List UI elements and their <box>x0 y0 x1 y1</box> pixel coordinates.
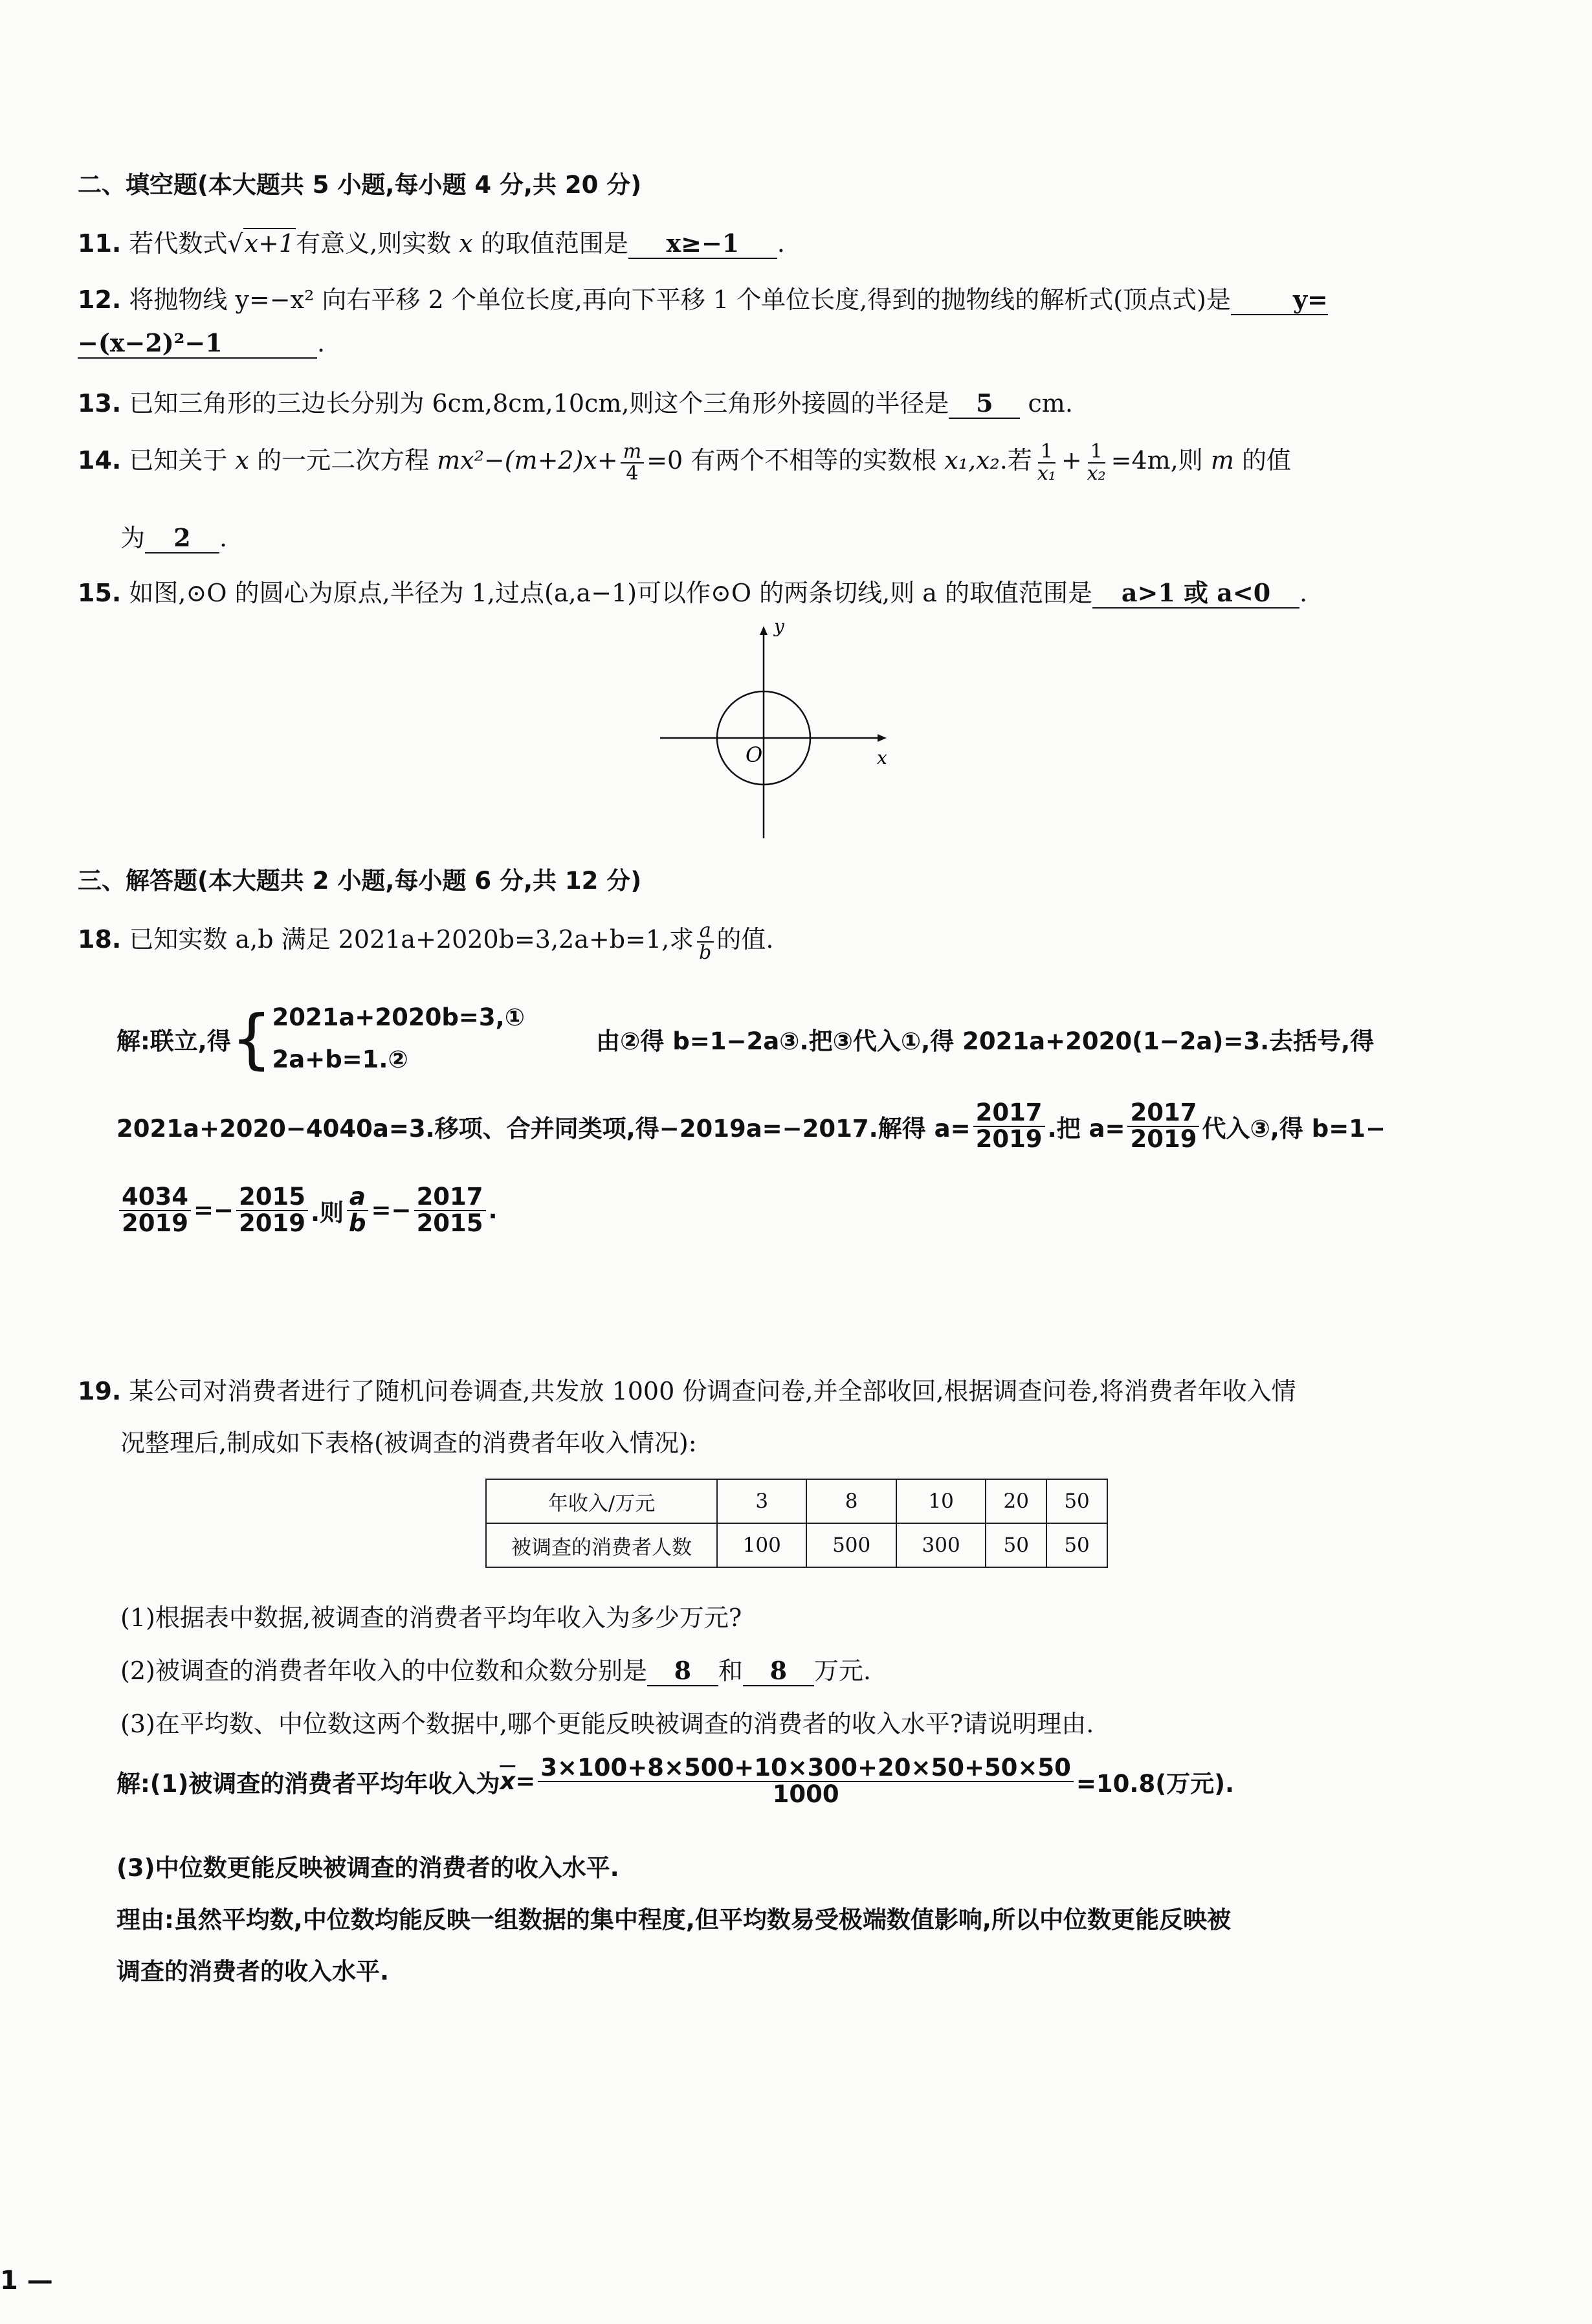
q11-var: x <box>459 229 473 258</box>
q14-text-a: 已知关于 <box>129 446 228 475</box>
q18-solution-system <box>116 997 1374 1081</box>
q18-line3-a: =− <box>193 1196 234 1225</box>
table-cell: 8 <box>806 1479 896 1523</box>
question-number: 12. <box>78 285 122 314</box>
q14-fraction-m4: $\frac{m}{4}$ <box>621 441 644 484</box>
q11-text-post2: 的取值范围是 <box>480 229 628 258</box>
q19-solution-1 <box>116 1756 1234 1807</box>
question-12 <box>78 280 1328 315</box>
q14-var-m: m <box>1210 446 1234 475</box>
page-number: 1 — <box>0 2266 53 2296</box>
q15-end: . <box>1299 579 1308 607</box>
origin-label: O <box>746 743 763 767</box>
q14-equation-a: mx²−(m+2)x+ <box>437 446 618 475</box>
q19-sol1-eq: = <box>515 1767 536 1796</box>
system-equation-2: 2a+b=1.② <box>272 1045 408 1073</box>
question-14 <box>78 440 1291 484</box>
q19-part2 <box>120 1651 871 1686</box>
question-11: 11. 若代数式√x+1有意义,则实数 x 的取值范围是 x≥−1 . <box>78 229 785 258</box>
q14-answer: 2 <box>145 524 219 553</box>
question-number: 15. <box>78 579 122 607</box>
q14-end: . <box>219 524 228 552</box>
q14-fraction-1-x2: $\frac{1}{\text{x₂}}$ <box>1087 440 1106 485</box>
table-header-cell: 被调查的消费者人数 <box>486 1523 717 1567</box>
fraction-2017-2019: $\frac{2017}{2019}$ <box>973 1101 1045 1152</box>
q14-plus: + <box>1061 446 1082 475</box>
question-number: 19. <box>78 1377 122 1405</box>
q19-part2-text: (2)被调查的消费者年收入的中位数和众数分别是 <box>120 1657 647 1685</box>
q12-line1: 将抛物线 y=−x² 向右平移 2 个单位长度,再向下平移 1 个单位长度,得到的抛物线的解析式(顶点式)是 <box>129 285 1231 314</box>
table-cell: 100 <box>717 1523 806 1567</box>
fraction-2017-2019-b: $\frac{2017}{2019}$ <box>1127 1101 1199 1152</box>
question-number: 14. <box>78 446 122 475</box>
equation-system <box>272 997 525 1081</box>
q19-part3: (3)在平均数、中位数这两个数据中,哪个更能反映被调查的消费者的收入水平?请说明理由. <box>120 1710 1094 1738</box>
income-table <box>485 1479 1108 1568</box>
fraction-4034-2019: $\frac{4034}{2019}$ <box>119 1185 191 1236</box>
system-brace: { <box>230 1000 272 1077</box>
question-12-cont <box>78 329 325 359</box>
q19-sol1-end: =10.8(万元). <box>1076 1769 1235 1798</box>
q14-text-d: 的值 <box>1241 446 1291 475</box>
fraction-a-b: $\frac{a}{b}$ <box>346 1185 369 1236</box>
q14-text-c: .若 <box>999 446 1032 475</box>
q18-text: 已知实数 a,b 满足 2021a+2020b=3,2a+b=1,求 <box>129 925 694 954</box>
table-cell: 50 <box>1046 1523 1107 1567</box>
q18-line2-b: .把 a= <box>1047 1114 1125 1143</box>
x-axis-arrow <box>878 734 887 742</box>
q11-text-pre: 若代数式 <box>129 229 228 258</box>
question-15 <box>78 573 1307 609</box>
table-cell: 50 <box>986 1523 1046 1567</box>
mean-symbol: $\overline{x}$ <box>500 1767 516 1796</box>
q19-line1: 某公司对消费者进行了随机问卷调查,共发放 1000 份调查问卷,并全部收回,根据调查问卷,将消费者年收入情 <box>129 1377 1296 1405</box>
section-2-title: 二、填空题(本大题共 5 小题,每小题 4 分,共 20 分) <box>78 171 642 199</box>
q19-part1: (1)根据表中数据,被调查的消费者平均年收入为多少万元? <box>120 1603 742 1632</box>
q13-text: 已知三角形的三边长分别为 6cm,8cm,10cm,则这个三角形外接圆的半径是 <box>129 389 949 418</box>
q19-line2: 况整理后,制成如下表格(被调查的消费者年收入情况): <box>120 1429 697 1457</box>
q18-line3-end: . <box>488 1196 498 1225</box>
q18-solution-line1: 由②得 b=1−2a③.把③代入①,得 2021a+2020(1−2a)=3.去括号,得 <box>596 1027 1375 1055</box>
q11-radicand: x+1 <box>244 229 295 258</box>
q13-answer: 5 <box>949 389 1020 419</box>
q18-fraction-a-b: $\frac{a}{b}$ <box>696 921 714 963</box>
q14-var-x: x <box>235 446 249 475</box>
section-3-title: 三、解答题(本大题共 2 小题,每小题 6 分,共 12 分) <box>78 867 642 895</box>
q18-line3-c: =− <box>371 1196 412 1225</box>
q18-solution-line3 <box>116 1185 498 1236</box>
fraction-2017-2015: $\frac{2017}{2015}$ <box>414 1185 486 1236</box>
q19-median-answer: 8 <box>647 1657 718 1686</box>
q15-answer: a>1 或 a<0 <box>1092 579 1299 609</box>
q14-fraction-1-x1: $\frac{1}{\text{x₁}}$ <box>1037 440 1056 485</box>
fraction-2015-2019: $\frac{2015}{2019}$ <box>236 1185 308 1236</box>
y-axis-label: y <box>774 618 784 637</box>
q18-end: 的值. <box>716 925 774 954</box>
q19-solution-3: (3)中位数更能反映被调查的消费者的收入水平. <box>116 1854 619 1882</box>
q14-equation-c: =4m,则 <box>1111 446 1203 475</box>
y-axis-arrow <box>760 626 768 635</box>
question-19 <box>78 1371 1296 1407</box>
q18-solution-line2 <box>116 1101 1386 1152</box>
q19-reason-line1: 理由:虽然平均数,中位数均能反映一组数据的集中程度,但平均数易受极端数值影响,所以中位数更能反映被 <box>116 1906 1231 1934</box>
question-13 <box>78 383 1073 419</box>
x-axis-label: x <box>877 747 887 768</box>
q19-sol1-text: 解:(1)被调查的消费者平均年收入为 <box>116 1769 500 1798</box>
mean-fraction: $\frac{3\times 100+8\times 500+10\times 300+20\times 50+50\times 50}{1000}$ <box>538 1756 1074 1807</box>
table-cell: 300 <box>896 1523 986 1567</box>
q14-line2: 为 <box>120 524 146 552</box>
q14-equation-b: =0 有两个不相等的实数根 <box>647 446 937 475</box>
table-cell: 50 <box>1046 1479 1107 1523</box>
table-header-cell: 年收入/万元 <box>486 1479 717 1523</box>
q19-and: 和 <box>718 1657 743 1685</box>
q19-mode-answer: 8 <box>743 1657 814 1686</box>
table-cell: 20 <box>986 1479 1046 1523</box>
table-row <box>486 1479 1107 1523</box>
question-number: 11. <box>78 229 122 258</box>
q12-end: . <box>317 329 326 357</box>
question-18 <box>78 919 773 963</box>
question-number: 18. <box>78 925 122 954</box>
q11-text-post: 有意义,则实数 <box>296 229 452 258</box>
question-14-cont <box>120 518 227 553</box>
q18-line3-b: .则 <box>310 1198 344 1227</box>
system-equation-1: 2021a+2020b=3,① <box>272 1003 525 1031</box>
q15-text: 如图,⊙O 的圆心为原点,半径为 1,过点(a,a−1)可以作⊙O 的两条切线,则 a 的取值范围是 <box>129 579 1093 607</box>
q12-answer-part2: −(x−2)²−1 <box>78 329 317 359</box>
table-row <box>486 1523 1107 1567</box>
q18-line2-a: 2021a+2020−4040a=3.移项、合并同类项,得−2019a=−2017.解得 a= <box>116 1114 971 1143</box>
table-cell: 10 <box>896 1479 986 1523</box>
table-cell: 500 <box>806 1523 896 1567</box>
table-cell: 3 <box>717 1479 806 1523</box>
q19-reason-line2: 调查的消费者的收入水平. <box>116 1958 390 1985</box>
question-number: 13. <box>78 389 122 418</box>
q12-answer-part1: y= <box>1231 285 1328 315</box>
q18-solution-label: 解:联立,得 <box>116 1027 231 1055</box>
q11-answer: x≥−1 <box>628 229 777 259</box>
q13-unit: cm. <box>1028 389 1073 418</box>
q11-end: . <box>777 229 785 258</box>
q14-text-b: 的一元二次方程 <box>257 446 430 475</box>
q19-part2-end: 万元. <box>813 1657 871 1685</box>
q15-coordinate-figure <box>654 618 900 842</box>
q14-roots: x₁,x₂ <box>944 446 1000 475</box>
q18-line2-c: 代入③,得 b=1− <box>1202 1114 1386 1143</box>
